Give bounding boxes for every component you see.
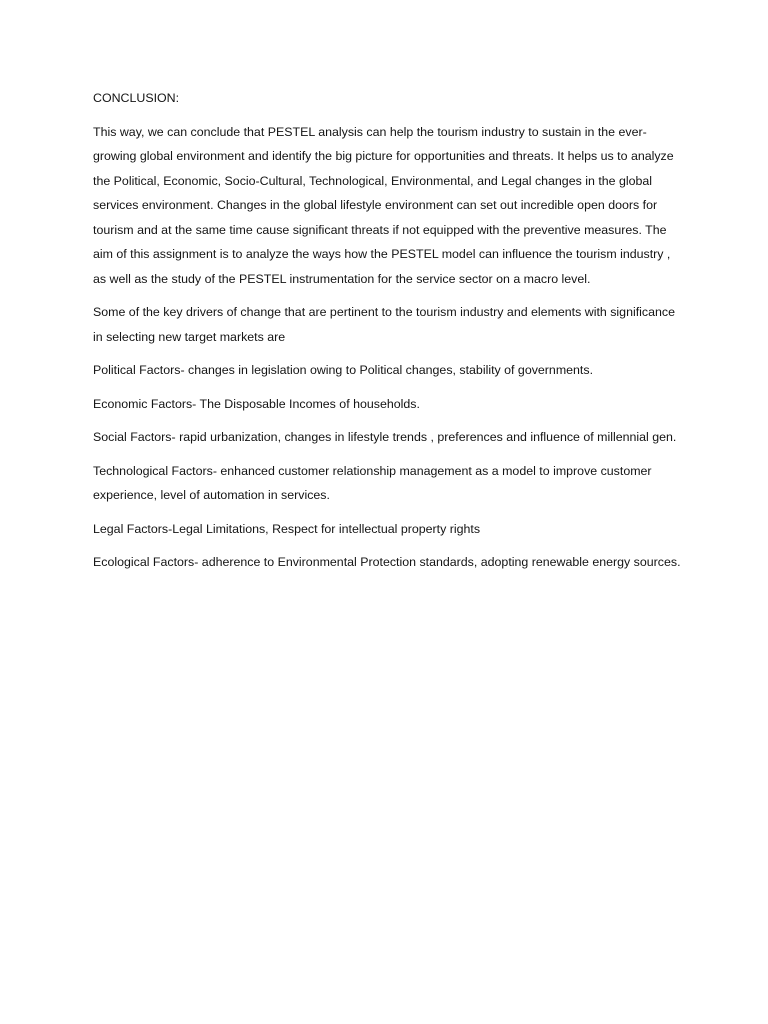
ecological-factors: Ecological Factors- adherence to Environmental Protection standards, adopting renewable energy sources.	[93, 555, 681, 569]
social-factors: Social Factors- rapid urbanization, changes in lifestyle trends , preferences and influence of millennial gen.	[93, 430, 677, 444]
technological-factors: Technological Factors- enhanced customer relationship management as a model to improve customer experience, level of automation in services.	[93, 463, 652, 502]
legal-factors: Legal Factors-Legal Limitations, Respect for intellectual property rights	[93, 521, 481, 536]
economic-factors: Economic Factors- The Disposable Incomes of households.	[93, 396, 420, 411]
document-body	[93, 86, 683, 584]
conclusion-heading: CONCLUSION:	[93, 91, 180, 105]
political-factors: Political Factors- changes in legislation owing to Political changes, stability of governments.	[93, 363, 594, 377]
key-drivers-intro: Some of the key drivers of change that are pertinent to the tourism industry and elements with significance in selecting new target markets are	[93, 305, 675, 344]
conclusion-paragraph: This way, we can conclude that PESTEL analysis can help the tourism industry to sustain in the ever-growing global environment and identify the big picture for opportunities and threats. It helps us to analyze the Political, Economic, Socio-Cultural, Technological, Environmental, and Legal changes in the global services environment. Changes in the global lifestyle environment can set out incredible open doors for tourism and at the same time cause significant threats if not equipped with the preventive measures. The aim of this assignment is to analyze the ways how the PESTEL model can influence the tourism industry , as well as the study of the PESTEL instrumentation for the service sector on a macro level.	[93, 124, 674, 286]
